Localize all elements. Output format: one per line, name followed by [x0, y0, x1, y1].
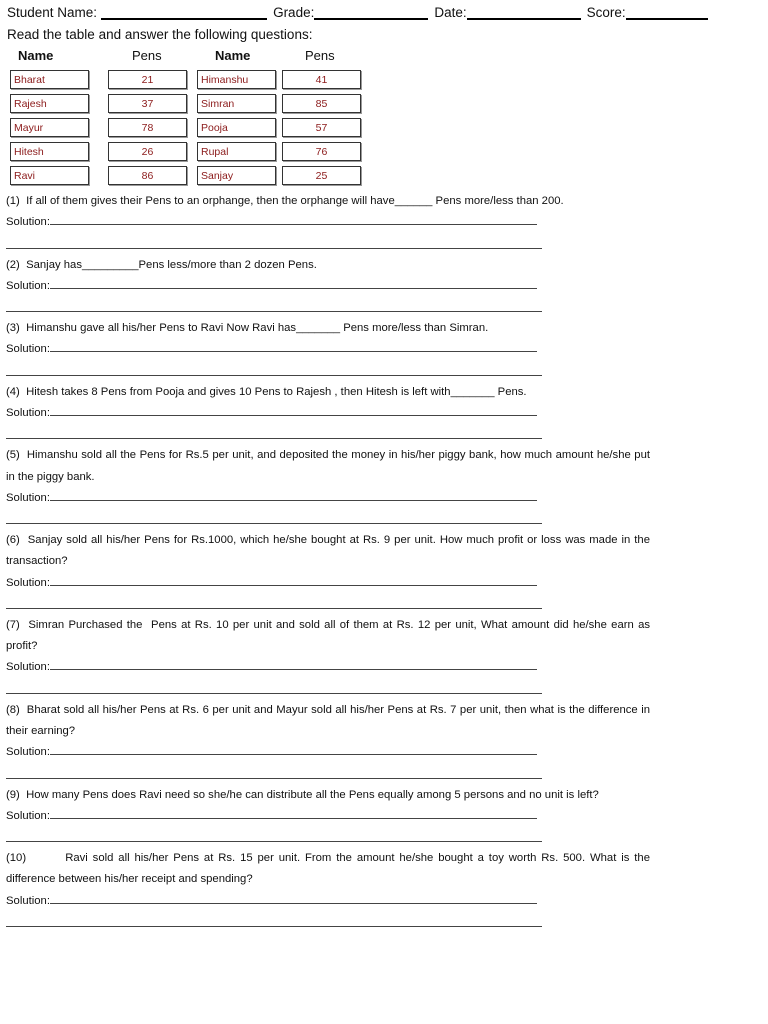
- question-block: [6, 700, 654, 785]
- pens-cell: 25: [282, 166, 361, 185]
- grade-label: Grade:: [273, 5, 315, 20]
- question-block: [6, 255, 650, 319]
- answer-line[interactable]: [6, 757, 542, 778]
- grade-blank: [314, 4, 428, 20]
- date-label: Date:: [434, 5, 467, 20]
- question-block: [6, 382, 650, 446]
- solution-label: Solution:: [6, 216, 50, 229]
- answer-line[interactable]: [6, 291, 542, 312]
- solution-label: Solution:: [6, 279, 50, 292]
- table-header-name: Name: [215, 48, 251, 63]
- name-cell: Ravi: [10, 166, 89, 185]
- question-text: (8) Bharat sold all his/her Pens at Rs. 6 per unit and Mayur sold all his/her Pens at Rs. 7 per unit, then what is the difference in their earning?: [6, 703, 654, 737]
- pens-cell: 26: [108, 142, 187, 161]
- instructions: Read the table and answer the following questions:: [7, 27, 313, 42]
- question-block: [6, 445, 654, 530]
- pens-cell: 86: [108, 166, 187, 185]
- answer-line[interactable]: [6, 227, 542, 248]
- pens-cell: 76: [282, 142, 361, 161]
- pens-cell: 37: [108, 94, 187, 113]
- solution-answer-line[interactable]: [50, 891, 537, 904]
- solution-label: Solution:: [6, 746, 50, 759]
- answer-line[interactable]: [6, 821, 542, 842]
- pens-cell: 21: [108, 70, 187, 89]
- pens-cell: 41: [282, 70, 361, 89]
- name-cell: Mayur: [10, 118, 89, 137]
- name-cell: Bharat: [10, 70, 89, 89]
- date-blank: [467, 4, 581, 20]
- question-text: (2) Sanjay has_________Pens less/more than 2 dozen Pens.: [6, 258, 317, 271]
- solution-answer-line[interactable]: [50, 806, 537, 819]
- table-header-name: Name: [18, 48, 54, 63]
- question-text: (5) Himanshu sold all the Pens for Rs.5 per unit, and deposited the money in his/her piggy bank, how much amount he/she put in the piggy bank.: [6, 449, 654, 483]
- solution-label: Solution:: [6, 491, 50, 504]
- pens-cell: 85: [282, 94, 361, 113]
- score-blank: [626, 4, 708, 20]
- question-text: (1) If all of them gives their Pens to an orphange, then the orphange will have______ Pens more/less than 200.: [6, 195, 564, 207]
- student-name-label: Student Name:: [7, 5, 98, 20]
- answer-line[interactable]: [6, 418, 542, 439]
- answer-line[interactable]: [6, 673, 542, 694]
- solution-label: Solution:: [6, 894, 50, 907]
- pens-cell: 78: [108, 118, 187, 137]
- solution-label: Solution:: [6, 343, 50, 356]
- solution-answer-line[interactable]: [50, 403, 537, 416]
- questions: [6, 191, 654, 933]
- answer-line[interactable]: [6, 503, 542, 524]
- question-block: [6, 785, 650, 849]
- question-block: [6, 191, 650, 255]
- answer-line[interactable]: [6, 355, 542, 376]
- solution-label: Solution:: [6, 576, 50, 589]
- question-text: (3) Himanshu gave all his/her Pens to Ravi Now Ravi has_______ Pens more/less than Simran.: [6, 322, 489, 335]
- question-block: [6, 615, 654, 700]
- score-label: Score:: [586, 5, 626, 20]
- question-block: [6, 318, 650, 382]
- pens-cell: 57: [282, 118, 361, 137]
- solution-label: Solution:: [6, 809, 50, 822]
- name-cell: Rajesh: [10, 94, 89, 113]
- solution-answer-line[interactable]: [50, 212, 537, 225]
- solution-answer-line[interactable]: [50, 488, 537, 501]
- answer-line[interactable]: [6, 588, 542, 609]
- header-fields: [7, 4, 714, 20]
- question-text: (9) How many Pens does Ravi need so she/he can distribute all the Pens equally among 5 persons and no unit is left?: [6, 788, 599, 801]
- solution-answer-line[interactable]: [50, 339, 537, 352]
- answer-line[interactable]: [6, 906, 542, 927]
- name-cell: Pooja: [197, 118, 276, 137]
- question-text: (7) Simran Purchased the Pens at Rs. 10 per unit and sold all of them at Rs. 12 per unit, What amount did he/she earn as profit?: [6, 618, 654, 653]
- name-cell: Himanshu: [197, 70, 276, 89]
- table-header-pens: Pens: [132, 48, 162, 63]
- solution-answer-line[interactable]: [50, 742, 537, 755]
- name-cell: Hitesh: [10, 142, 89, 161]
- name-cell: Sanjay: [197, 166, 276, 185]
- solution-label: Solution:: [6, 406, 50, 419]
- student-name-blank: [101, 4, 267, 20]
- name-cell: Rupal: [197, 142, 276, 161]
- solution-answer-line[interactable]: [50, 276, 537, 289]
- name-cell: Simran: [197, 94, 276, 113]
- table-header-pens: Pens: [305, 48, 335, 63]
- question-block: [6, 848, 654, 933]
- question-block: [6, 530, 654, 615]
- question-text: (10) Ravi sold all his/her Pens at Rs. 15 per unit. From the amount he/she bought a toy worth Rs. 500. What is the difference between his/her receipt and spending?: [6, 852, 654, 886]
- solution-answer-line[interactable]: [50, 573, 537, 586]
- question-text: (6) Sanjay sold all his/her Pens for Rs.1000, which he/she bought at Rs. 9 per unit. How much profit or loss was made in the transaction?: [6, 534, 654, 568]
- question-text: (4) Hitesh takes 8 Pens from Pooja and gives 10 Pens to Rajesh , then Hitesh is left with_______ Pens.: [6, 385, 527, 398]
- solution-answer-line[interactable]: [50, 657, 537, 670]
- solution-label: Solution:: [6, 661, 50, 674]
